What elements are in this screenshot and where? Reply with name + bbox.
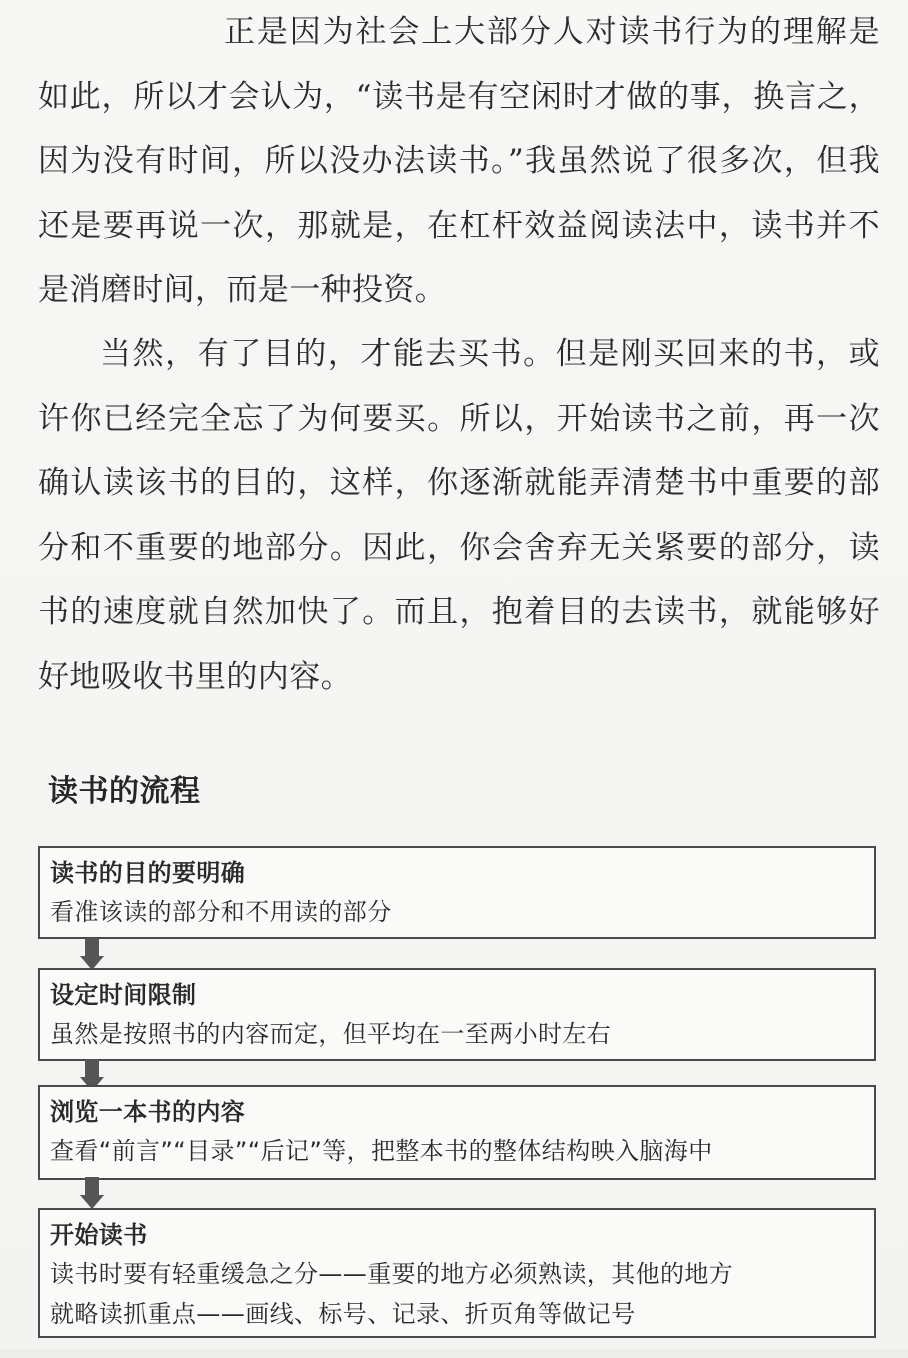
flow-step-title: 设定时间限制 (50, 981, 197, 1009)
flow-step-2 (38, 968, 876, 1061)
down-arrow-icon (80, 1177, 104, 1209)
flow-step-description: 读书时要有轻重缓急之分——重要的地方必须熟读，其他的地方 (50, 1260, 734, 1288)
flow-step-description: 看准该读的部分和不用读的部分 (50, 898, 392, 926)
body-paragraph-1: 正是因为社会上大部分人对读书行为的理解是如此，所以才会认为，“读书是有空闲时才做的事，换言之，因为没有时间，所以没办法读书。”我虽然说了很多次，但我还是要再说一次，那就是，在杠杆效益阅读法中，读书并不是消磨时间，而是一种投资。 (38, 14, 880, 308)
flow-step-title: 浏览一本书的内容 (50, 1098, 246, 1126)
flow-section-title: 读书的流程 (48, 774, 201, 809)
page-bottom-edge (0, 1350, 908, 1358)
flow-step-description: 查看“前言”“目录”“后记”等，把整本书的整体结构映入脑海中 (50, 1137, 713, 1165)
flow-step-3 (38, 1085, 876, 1180)
down-arrow-icon (80, 938, 104, 970)
flow-step-description: 虽然是按照书的内容而定，但平均在一至两小时左右 (50, 1020, 612, 1048)
body-paragraph-2: 当然，有了目的，才能去买书。但是刚买回来的书，或许你已经完全忘了为何要买。所以，开始读书之前，再一次确认读该书的目的，这样，你逐渐就能弄清楚书中重要的部分和不重要的地部分。因此，你会舍弃无关紧要的部分，读书的速度就自然加快了。而且，抱着目的去读书，就能够好好地吸收书里的内容。 (38, 336, 880, 695)
flow-step-1 (38, 846, 876, 939)
flow-step-title: 开始读书 (50, 1221, 148, 1249)
flow-step-title: 读书的目的要明确 (50, 859, 246, 887)
flow-step-description-continued: 就略读抓重点——画线、标号、记录、折页角等做记号 (50, 1300, 636, 1328)
flow-step-4 (38, 1208, 876, 1338)
